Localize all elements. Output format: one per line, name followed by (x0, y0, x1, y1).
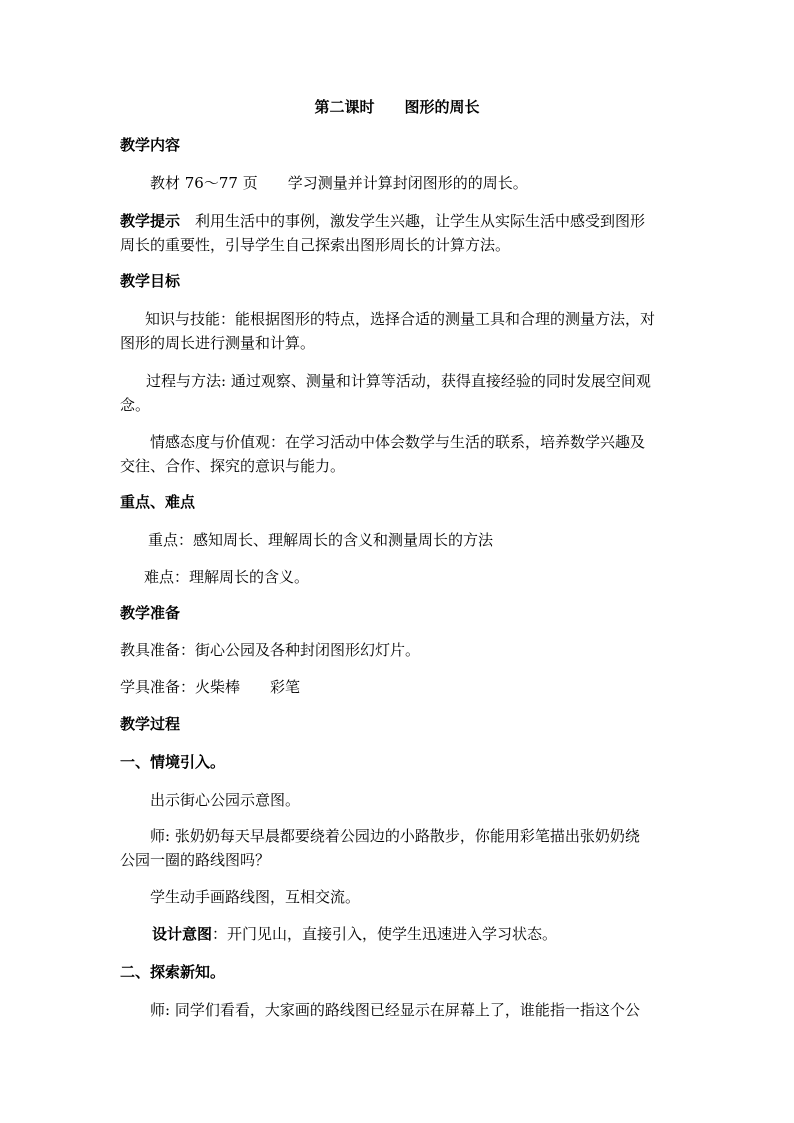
goal-attitude-line2: 交往、合作、探究的意识与能力。 (120, 457, 346, 475)
difficult-point: 难点：理解周长的含义。 (144, 568, 310, 586)
step1-paragraph1: 出示街心公园示意图。 (150, 791, 301, 809)
teacher-tools: 教具准备：街心公园及各种封闭图形幻灯片。 (120, 641, 421, 659)
key-point: 重点：感知周长、理解周长的含义和测量周长的方法 (148, 531, 494, 549)
goal-process-line1: 过程与方法: 通过观察、测量和计算等活动，获得直接经验的同时发展空间观 (146, 372, 651, 390)
process-heading: 教学过程 (120, 715, 181, 733)
step2-paragraph1: 师: 同学们看看，大家画的路线图已经显示在屏幕上了，谁能指一指这个公 (150, 1001, 640, 1019)
tips-text-line1: 利用生活中的事例，激发学生兴趣，让学生从实际生活中感受到图形 (180, 212, 646, 230)
page-title: 第二课时 图形的周长 (314, 98, 480, 116)
tips-label: 教学提示 (120, 212, 181, 230)
step1-paragraph3: 学生动手画路线图，互相交流。 (150, 888, 361, 906)
goal-knowledge-line1: 知识与技能：能根据图形的特点，选择合适的测量工具和合理的测量方法，对 (145, 310, 656, 328)
content-text: 教材 76～77 页 学习测量并计算封闭图形的的周长。 (150, 174, 528, 192)
content-heading: 教学内容 (120, 136, 181, 154)
step1-paragraph2-line1: 师: 张奶奶每天早晨都要绕着公园边的小路散步，你能用彩笔描出张奶奶绕 (150, 827, 640, 845)
key-heading: 重点、难点 (120, 493, 196, 511)
tips-paragraph (120, 211, 645, 231)
goal-attitude-line1: 情感态度与价值观：在学习活动中体会数学与生活的联系，培养数学兴趣及 (150, 433, 646, 451)
design-text: ：开门见山，直接引入，使学生迅速进入学习状态。 (212, 925, 558, 943)
design-label: 设计意图 (152, 925, 213, 943)
step1-paragraph2-line2: 公园一圈的路线图吗？ (120, 851, 271, 869)
step2-heading: 二、探索新知。 (120, 963, 226, 981)
goals-heading: 教学目标 (120, 272, 181, 290)
prep-heading: 教学准备 (120, 604, 181, 622)
goal-knowledge-line2: 图形的周长进行测量和计算。 (120, 334, 316, 352)
tips-text-line2: 周长的重要性，引导学生自己探索出图形周长的计算方法。 (120, 236, 511, 254)
design-intent (152, 924, 557, 944)
goal-process-line2: 念。 (120, 396, 151, 414)
student-tools: 学具准备：火柴棒 彩笔 (120, 678, 301, 696)
step1-heading: 一、情境引入。 (120, 753, 226, 771)
